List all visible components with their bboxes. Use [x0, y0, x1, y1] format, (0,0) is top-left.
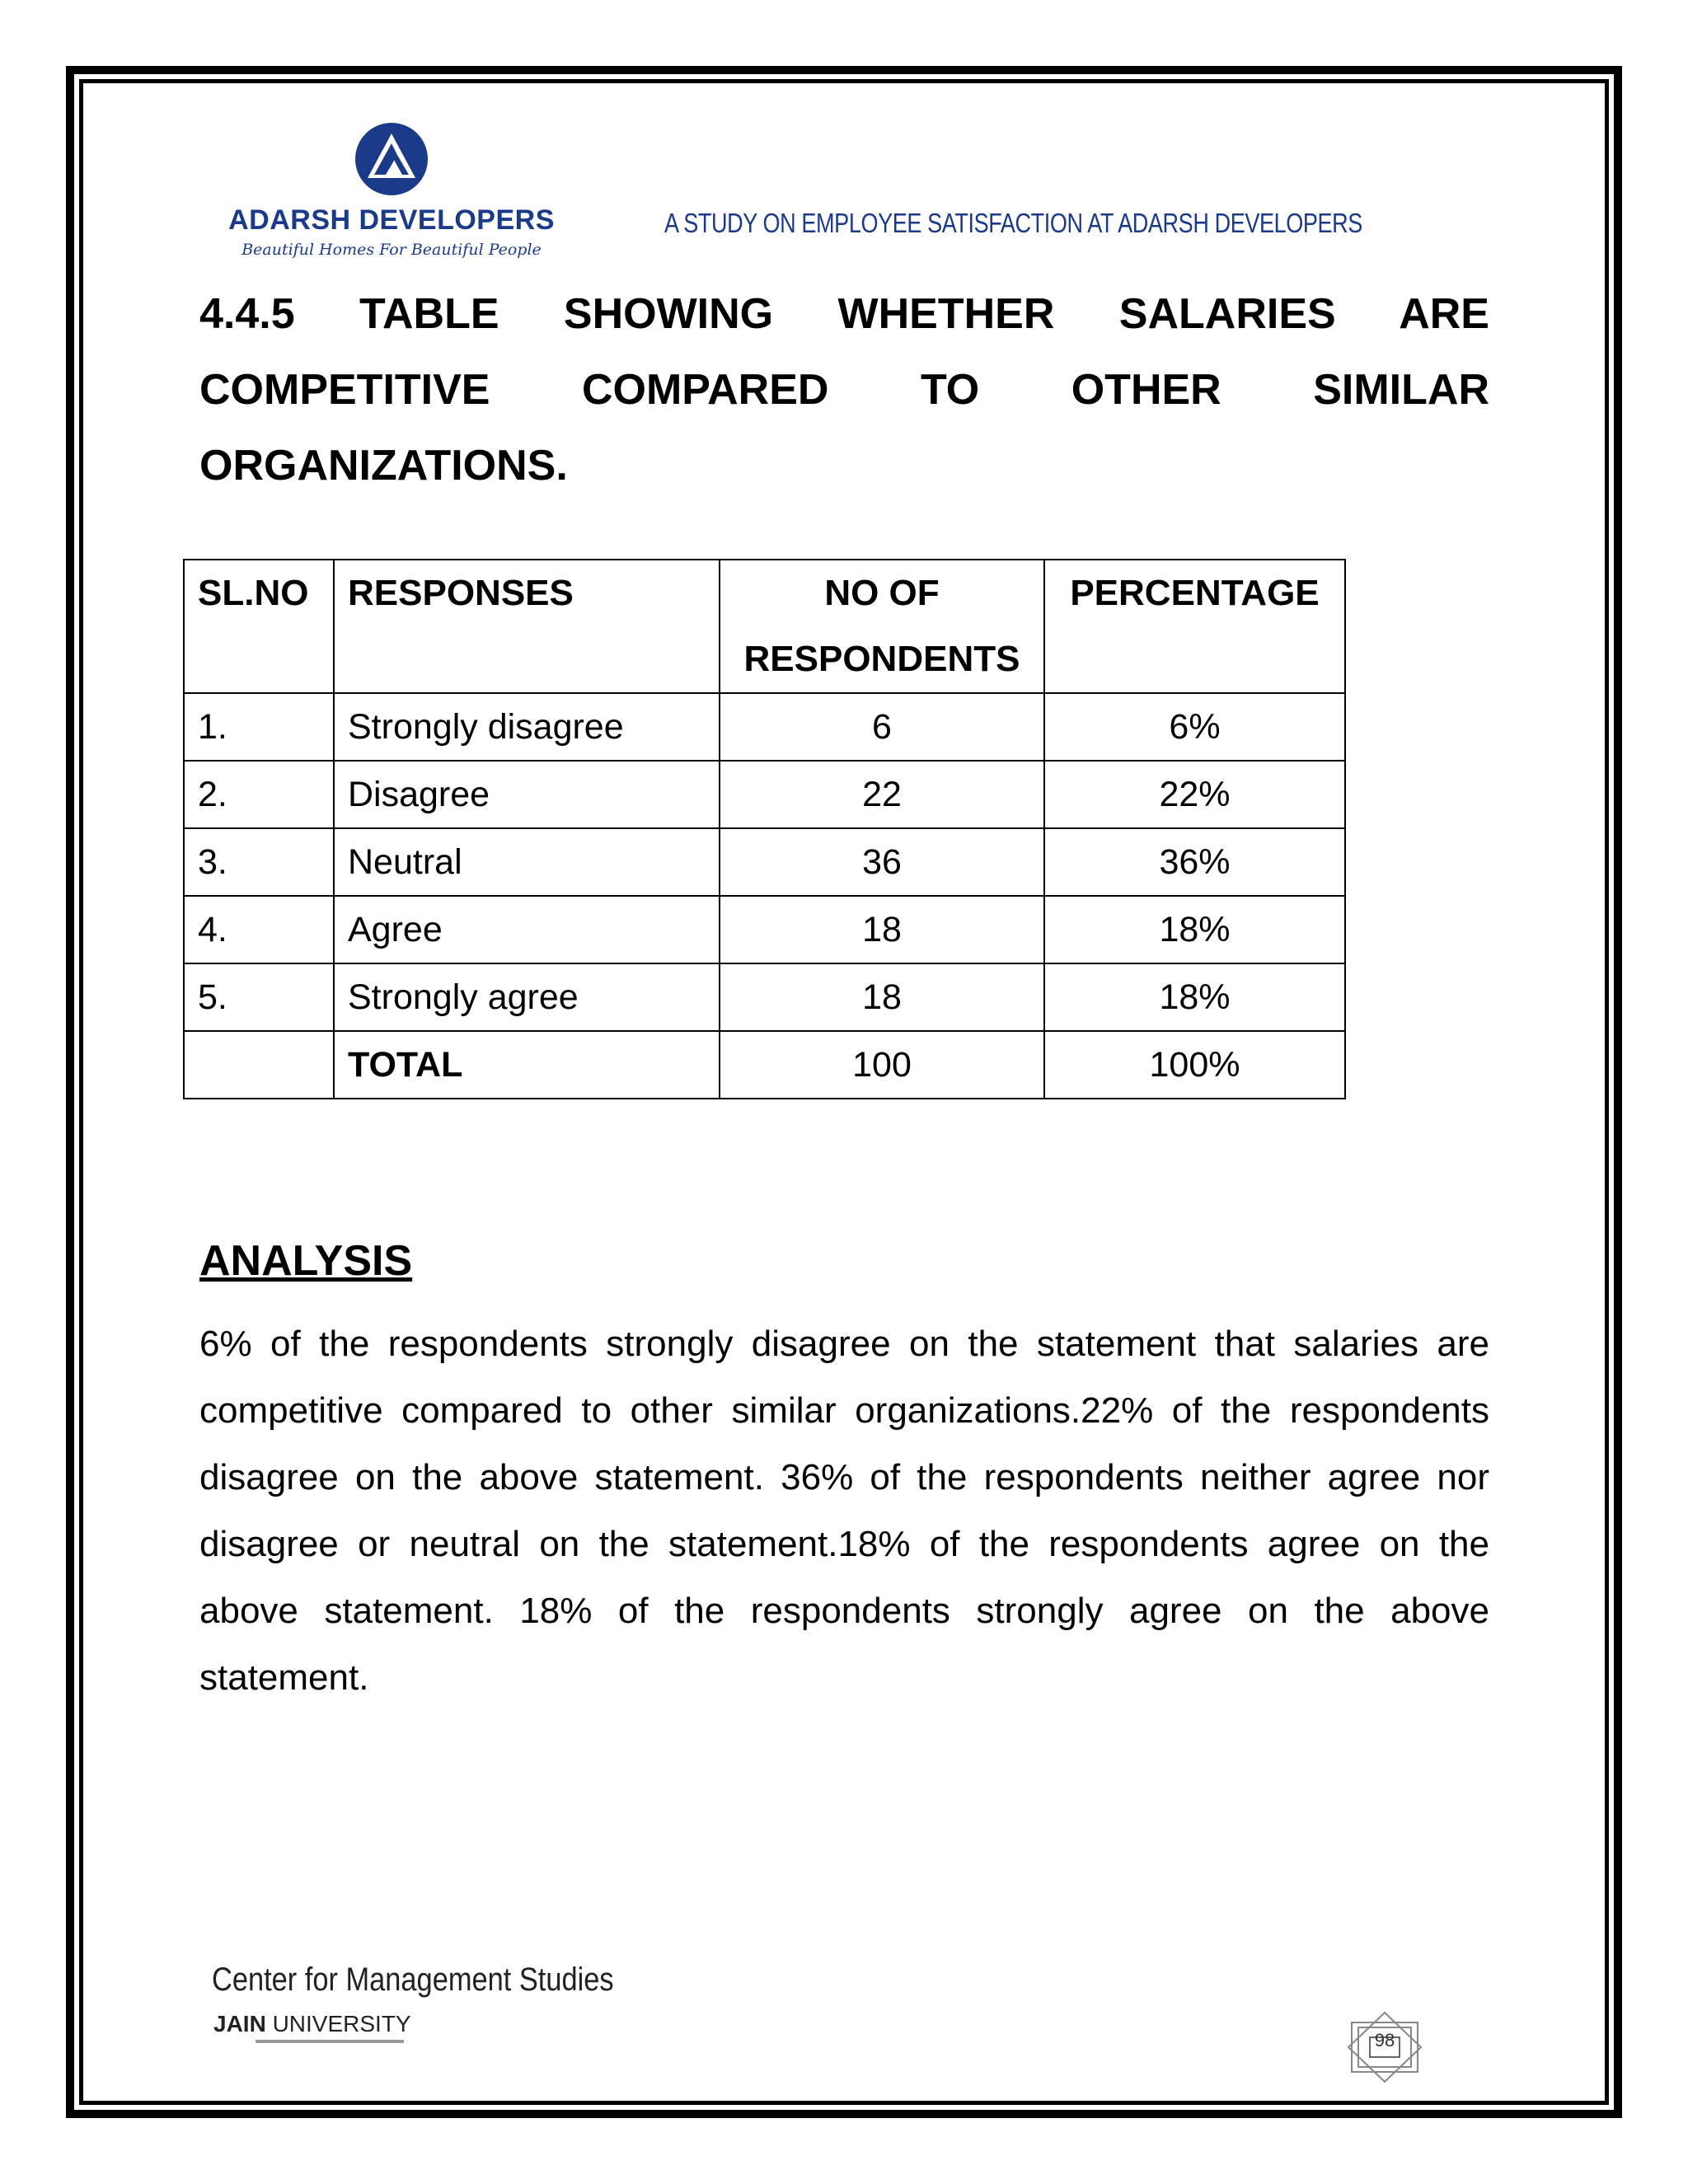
cell-percent: 36% [1044, 828, 1345, 896]
logo-triangle-icon [354, 122, 429, 196]
cell-sl-no: 4. [184, 896, 334, 963]
cell-count: 36 [720, 828, 1044, 896]
header-sl-no: SL.NO [184, 560, 334, 693]
cell-percent: 22% [1044, 761, 1345, 828]
cell-response: Agree [334, 896, 720, 963]
table-total-row [184, 1031, 1345, 1099]
cell-response: Strongly agree [334, 963, 720, 1031]
cell-sl-no: 1. [184, 693, 334, 761]
responses-table [183, 559, 1346, 1099]
cell-sl-no [184, 1031, 334, 1099]
header-no-of-respondents: NO OF RESPONDENTS [720, 560, 1044, 693]
cell-count: 6 [720, 693, 1044, 761]
company-logo [223, 122, 560, 266]
footer-university-rest: UNIVERSITY [265, 2011, 411, 2036]
footer-university [213, 2011, 411, 2037]
cell-sl-no: 5. [184, 963, 334, 1031]
footer-fine-print [256, 2040, 404, 2043]
header-responses: RESPONSES [334, 560, 720, 693]
table-header-row [184, 560, 1345, 693]
table-row [184, 693, 1345, 761]
table-row [184, 896, 1345, 963]
cell-sl-no: 3. [184, 828, 334, 896]
cell-response: Disagree [334, 761, 720, 828]
analysis-paragraph: 6% of the respondents strongly disagree on the statement that salaries are competitive compared to other similar organizations.22% of the respondents disagree on the above statement. 36% of the respondents neither agree nor disagree or neutral on the statement.18% of the respondents agree on the above statement. 18% of the respondents strongly agree on the above statement. [199, 1324, 1489, 1698]
cell-count: 22 [720, 761, 1044, 828]
footer-university-bold: JAIN [213, 2011, 266, 2036]
logo-tagline: Beautiful Homes For Beautiful People [241, 241, 542, 259]
cell-percent: 6% [1044, 693, 1345, 761]
cell-total-count: 100 [720, 1031, 1044, 1099]
section-heading: 4.4.5 TABLE SHOWING WHETHER SALARIES ARE COMPETITIVE COMPARED TO OTHER SIMILAR ORGANIZATIONS. [199, 290, 1489, 490]
header-percentage: PERCENTAGE [1044, 560, 1345, 693]
cell-count: 18 [720, 963, 1044, 1031]
running-header-title: A STUDY ON EMPLOYEE SATISFACTION AT ADARSH DEVELOPERS [664, 208, 1362, 238]
cell-sl-no: 2. [184, 761, 334, 828]
logo-company-name: ADARSH DEVELOPERS [228, 204, 555, 236]
table-row [184, 761, 1345, 828]
cell-total-percent: 100% [1044, 1031, 1345, 1099]
cell-response: Strongly disagree [334, 693, 720, 761]
cell-total-label: TOTAL [334, 1031, 720, 1099]
page-number: 98 [1374, 2030, 1395, 2050]
cell-count: 18 [720, 896, 1044, 963]
cell-response: Neutral [334, 828, 720, 896]
table-row [184, 828, 1345, 896]
cell-percent: 18% [1044, 963, 1345, 1031]
table-row [184, 963, 1345, 1031]
analysis-heading: ANALYSIS [199, 1237, 413, 1285]
footer-center-name: Center for Management Studies [212, 1961, 614, 1998]
cell-percent: 18% [1044, 896, 1345, 963]
